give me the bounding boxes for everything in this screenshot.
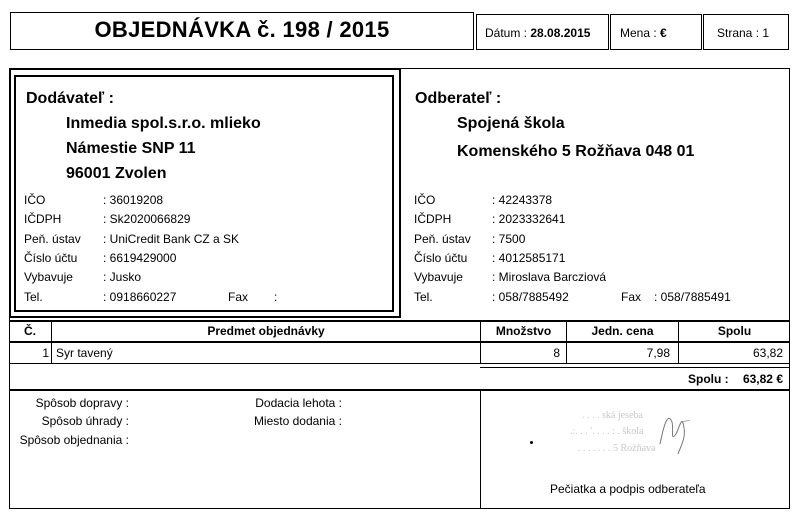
dot-mark: [530, 441, 533, 444]
customer-heading: Odberateľ :: [415, 90, 502, 107]
order-method-label: Spôsob objednania :: [19, 433, 129, 447]
customer-account-value: : 4012585171: [492, 251, 566, 265]
svg-text:. . . . ská jeseba: . . . . ská jeseba: [582, 410, 643, 421]
row-number: 1: [42, 346, 49, 360]
customer-icdph-label: IČDPH: [414, 212, 452, 226]
supplier-icdph-label: IČDPH: [24, 212, 62, 226]
customer-contact-value: : Miroslava Barcziová: [492, 270, 607, 284]
supplier-account-value: : 6619429000: [103, 251, 177, 265]
supplier-fax-value: :: [274, 290, 278, 304]
supplier-name: Inmedia spol.s.r.o. mlieko: [66, 115, 261, 132]
sum-value: 63,82 €: [742, 372, 783, 386]
supplier-ico-label: IČO: [24, 193, 46, 207]
supplier-tel-value: : 0918660227: [103, 290, 177, 304]
stamp-caption: Pečiatka a podpis odberateľa: [550, 482, 706, 496]
row-unit-price: 7,98: [646, 346, 670, 360]
payment-label: Spôsob úhrady :: [41, 414, 129, 428]
currency-label: Mena :: [620, 26, 657, 40]
col-header-quantity: Množstvo: [495, 324, 552, 338]
date-value: 28.08.2015: [530, 26, 591, 40]
customer-account-label: Číslo účtu: [414, 251, 468, 265]
col-header-total: Spolu: [717, 324, 752, 338]
sum-top-line: [480, 367, 790, 368]
date-label: Dátum :: [485, 26, 528, 40]
customer-address: Komenského 5 Rožňava 048 01: [457, 143, 695, 160]
supplier-account-label: Číslo účtu: [24, 251, 78, 265]
table-top-line: [9, 320, 790, 322]
supplier-street: Námestie SNP 11: [66, 140, 196, 157]
supplier-tel-label: Tel.: [24, 290, 43, 304]
table-sum-line: [9, 389, 790, 391]
currency-value: €: [660, 26, 667, 40]
stamp-area-sep: [480, 389, 481, 509]
delivery-term-label: Dodacia lehota :: [255, 396, 342, 410]
supplier-bank-label: Peň. ústav: [24, 232, 81, 246]
supplier-contact-label: Vybavuje: [24, 270, 73, 284]
supplier-icdph-value: : Sk2020066829: [103, 212, 191, 226]
customer-tel-value: : 058/7885492: [492, 290, 569, 304]
supplier-city: 96001 Zvolen: [66, 165, 167, 182]
row-total: 63,82: [752, 346, 783, 360]
row-item: Syr tavený: [56, 346, 113, 360]
customer-bank-label: Peň. ústav: [414, 232, 471, 246]
customer-ico-value: : 42243378: [492, 193, 553, 207]
supplier-fax-label: Fax: [228, 290, 249, 304]
customer-name: Spojená škola: [457, 115, 565, 132]
page-label: Strana :: [717, 26, 760, 40]
col-header-item: Predmet objednávky: [207, 324, 325, 338]
supplier-ico-value: : 36019208: [103, 193, 164, 207]
supplier-bank-value: : UniCredit Bank CZ a SK: [103, 232, 240, 246]
customer-fax-label: Fax: [621, 290, 642, 304]
row-quantity: 8: [553, 346, 560, 360]
customer-icdph-value: : 2023332641: [492, 212, 566, 226]
svg-text:. . . . . . . 5 Rožňava: . . . . . . . 5 Rožňava: [578, 443, 656, 454]
document-title: OBJEDNÁVKA č. 198 / 2015: [94, 17, 390, 42]
sum-label: Spolu :: [688, 372, 729, 386]
currency-field: [620, 26, 667, 40]
page-field: [717, 26, 769, 40]
delivery-place-label: Miesto dodania :: [253, 414, 342, 428]
table-row-line: [9, 363, 790, 364]
svg-text:.:. . . '. . . . : . škola: .:. . . '. . . . : . škola: [570, 426, 644, 437]
customer-ico-label: IČO: [414, 193, 436, 207]
supplier-heading: Dodávateľ :: [26, 90, 114, 107]
col-header-unit-price: Jedn. cena: [591, 324, 654, 338]
date-field: [485, 26, 590, 40]
customer-contact-label: Vybavuje: [414, 270, 463, 284]
stamp-graphic: [560, 404, 750, 464]
customer-tel-label: Tel.: [414, 290, 433, 304]
transport-label: Spôsob dopravy :: [35, 396, 129, 410]
customer-fax-value: : 058/7885491: [654, 290, 731, 304]
page-value: 1: [762, 26, 770, 40]
table-header-line: [9, 341, 790, 343]
col-header-number: Č.: [24, 324, 36, 338]
stamp-image: [560, 404, 750, 464]
supplier-contact-value: : Jusko: [103, 270, 142, 284]
customer-bank-value: : 7500: [492, 232, 526, 246]
